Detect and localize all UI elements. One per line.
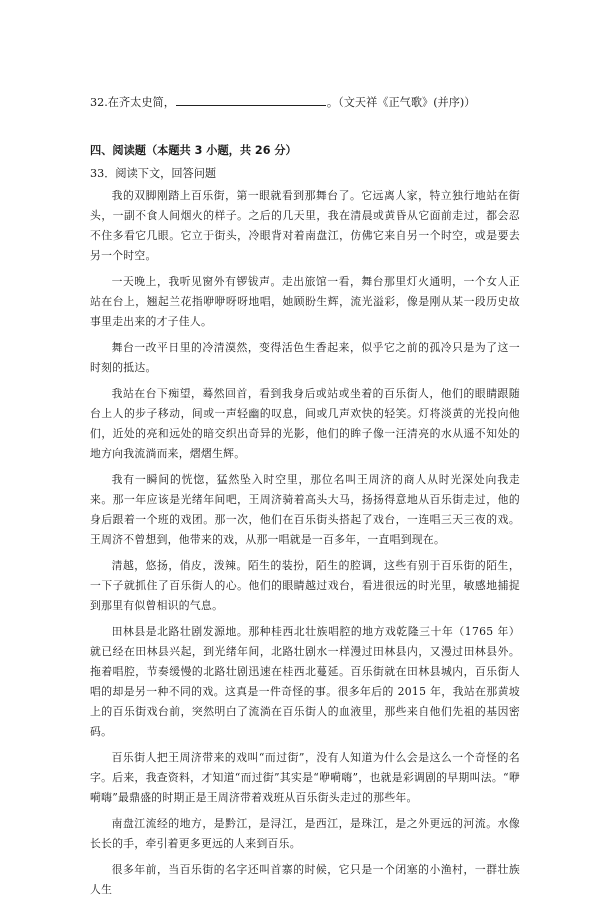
passage-paragraph: 很多年前，当百乐街的名字还叫首寨的时候，它只是一个闭塞的小渔村，一群壮族人生 — [90, 863, 520, 896]
passage-paragraph: 我站在台下痴望，蓦然回首，看到我身后或站或坐着的百乐街人，他们的眼睛跟随台上人的步子移动，间或一声轻幽的叹息，间或几声欢快的轻笑。灯将淡黄的光投向他们，近处的亮和远处的暗交织出奇异的光影，他们的眸子像一汪清亮的水从遥不知处的地方向我流淌而来，熠熠生辉。 — [90, 387, 520, 460]
passage-paragraph: 清越，悠扬，俏皮，泼辣。陌生的装扮，陌生的腔调，这些有别于百乐街的陌生，一下子就抓住了百乐街人的心。他们的眼睛越过戏台，看进很远的时光里，敏感地捕捉到那里有似曾相识的气息。 — [90, 559, 520, 612]
section-title: 四、阅读题（本题共 3 小题，共 26 分） — [90, 144, 297, 157]
answer-blank[interactable] — [176, 94, 326, 106]
question-32-suffix: 。（文天祥《正气歌》(并序)） — [326, 96, 476, 109]
passage-paragraph: 南盘江流经的地方，是黔江，是浔江，是西江，是珠江，是之外更远的河流。水像长长的手，牵引着更多更远的人来到百乐。 — [90, 817, 520, 850]
passage-paragraph: 百乐街人把王周济带来的戏叫“而过街”，没有人知道为什么会是这么一个奇怪的名字。后来，我查资料，才知道“而过街”其实是“咿嗬嗨”，也就是彩调剧的早期叫法。“咿嗬嗨”最鼎盛的时期正是王周济带着戏班从百乐街头走过的那些年。 — [90, 751, 520, 804]
exam-page — [90, 94, 520, 900]
passage-paragraph: 我的双脚刚踏上百乐街，第一眼就看到那舞台了。它远离人家，特立独行地站在街头，一副不食人间烟火的样子。之后的几天里，我在清晨或黄昏从它面前走过，都会忍不住多看它几眼。它立于街头，冷眼背对着南盘江，仿佛它来自另一个时空，或是要去另一个时空。 — [90, 189, 520, 262]
passage-paragraph: 一天晚上，我听见窗外有锣钹声。走出旅馆一看，舞台那里灯火通明，一个女人正站在台上，翘起兰花指咿咿呀呀地唱，她顾盼生辉，流光溢彩，像是刚从某一段历史故事里走出来的才子佳人。 — [90, 275, 520, 328]
passage-paragraph: 我有一瞬间的恍惚，猛然坠入时空里，那位名叫王周济的商人从时光深处向我走来。那一年应该是光绪年间吧，王周济骑着高头大马，扬扬得意地从百乐街走过，他的身后跟着一个班的戏团。那一次，他们在百乐街头搭起了戏台，一连唱三天三夜的戏。王周济不曾想到，他带来的戏，从那一唱就是一百多年，一直唱到现在。 — [90, 473, 520, 546]
question-33-prompt: 33．阅读下文，回答问题 — [90, 167, 217, 180]
question-32-prefix: 32.在齐太史简， — [90, 96, 175, 109]
passage-paragraph: 舞台一改平日里的冷清漠然，变得活色生香起来，似乎它之前的孤冷只是为了这一时刻的抵达。 — [90, 341, 520, 374]
passage-paragraph: 田林县是北路壮剧发源地。那种桂西北壮族唱腔的地方戏乾隆三十年（1765 年）就已经在田林县兴起，到光绪年间，北路壮剧水一样漫过田林县内，又漫过田林县外。拖着唱腔，节奏缓慢的北路壮剧迅速在桂西北蔓延。百乐街就在田林县城内，百乐街人唱的却是另一种不同的戏。这真是一件奇怪的事。很多年后的 2015 年，我站在那黄坡上的百乐街戏台前，突然明白了流淌在百乐街人的血液里，那些来自他们先祖的基因密码。 — [90, 625, 520, 738]
question-32 — [90, 94, 520, 111]
